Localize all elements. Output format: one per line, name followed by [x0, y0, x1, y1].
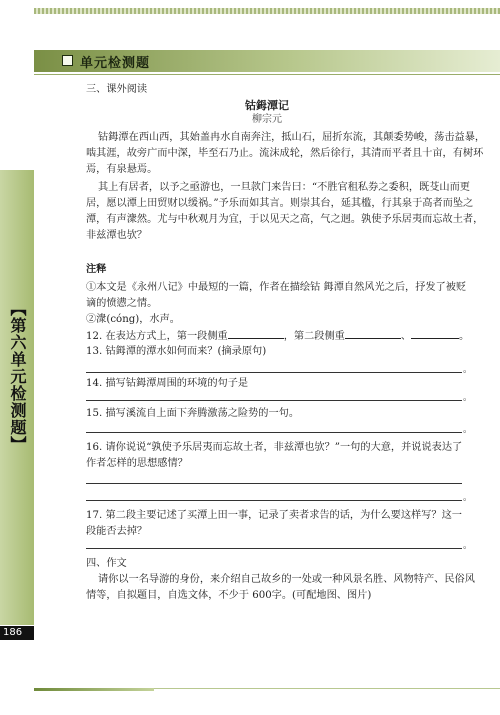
- section4-line: 情等，自拟题目，自选文体，不少于 600字。(可配地图、图片): [86, 590, 372, 601]
- question-17-line: 段能否去掉？: [86, 526, 148, 537]
- answer-blank-12a[interactable]: [228, 328, 284, 339]
- answer-blank-12b[interactable]: [345, 328, 401, 339]
- passage-line: 其上有居者，以予之亟游也，一旦款门来告曰：“不胜官租私券之委积，既芟山而更: [98, 182, 470, 193]
- answer-line-13[interactable]: [86, 372, 462, 373]
- answer-line-17[interactable]: [86, 548, 462, 549]
- passage-line: 潭，有声潨然。尤与中秋观月为宜，于以见天之高，气之迥。孰使予乐居夷而忘故土者，: [86, 214, 484, 225]
- answer-line-14[interactable]: [86, 400, 462, 401]
- question-12-text-a: 12. 在表达方式上，第一段侧重: [86, 331, 228, 342]
- question-17-line: 17. 第二段主要记述了买潭上田一事，记录了卖者求告的话，为什么要这样写？这一: [86, 510, 462, 521]
- note-line: ①本文是《永州八记》中最短的一篇，作者在描绘钴 鉧潭自然风光之后，抒发了被贬: [86, 282, 467, 293]
- question-15: 15. 描写溪流自上面下奔腾激荡之险势的一句。: [86, 408, 300, 419]
- passage-author: 柳宗元: [252, 114, 282, 125]
- question-16-line: 作者怎样的思想感情？: [86, 458, 188, 469]
- answer-line-15[interactable]: [86, 432, 462, 433]
- note-line: 谪的愤懑之情。: [86, 298, 158, 309]
- passage-line: 居，愿以潭上田贸财以缓祸。”予乐而如其言。则崇其台，延其槛，行其泉于高者而坠之: [86, 198, 474, 209]
- passage-line: 焉，有泉悬焉。: [86, 164, 158, 175]
- answer-line-16[interactable]: [86, 500, 462, 501]
- passage-line: 钴鉧潭在西山西，其始盖冉水自南奔注，抵山石，屈折东流，其颠委势峻，荡击益暴，: [98, 132, 486, 143]
- section4-line: 请你以一名导游的身份，来介绍自己故乡的一处或一种风景名胜、风物特产、民俗风: [98, 574, 475, 585]
- footer-bar: [34, 688, 154, 691]
- question-14: [86, 376, 248, 391]
- question-12-text-c: 、: [400, 331, 412, 342]
- passage-line: 非兹潭也欤？: [86, 230, 148, 241]
- question-12-text-b: ，第二段侧重: [283, 331, 345, 342]
- answer-period: 。: [463, 425, 473, 435]
- answer-period: 。: [463, 393, 473, 403]
- header-rule: [34, 74, 500, 75]
- page-number: 186: [3, 627, 23, 638]
- section4-heading: 四、作文: [86, 558, 127, 569]
- note-line: ②潨(cóng)，水声。: [86, 314, 180, 325]
- answer-line-16[interactable]: [86, 483, 462, 484]
- answer-period: 。: [463, 365, 473, 375]
- question-12: [86, 328, 469, 344]
- header-stripe: [34, 8, 500, 14]
- notes-heading: 注释: [86, 263, 107, 275]
- passage-title: 钴鉧潭记: [245, 99, 289, 112]
- section3-heading: 三、课外阅读: [86, 84, 148, 95]
- question-14-text: 14. 描写钴鉧潭周围的环境的句子是: [86, 378, 249, 389]
- side-tab-label: 【第六单元检测题】: [8, 300, 27, 453]
- question-13: 13. 钴鉧潭的潭水如何而来？(摘录原句): [86, 346, 267, 357]
- answer-period: 。: [463, 493, 473, 503]
- answer-period: 。: [463, 541, 473, 551]
- header-title: 单元检测题: [80, 56, 151, 71]
- answer-blank-12c[interactable]: [411, 328, 459, 339]
- passage-line: 啮其涯，故旁广而中深，毕至石乃止。流沫成轮，然后徐行，其清而平者且十亩，有树环: [86, 148, 484, 159]
- question-12-text-d: 。: [459, 331, 470, 342]
- question-16-line: 16. 请你说说“孰使予乐居夷而忘故土者，非兹潭也欤？”一句的大意，并说说表达了: [86, 442, 463, 453]
- header-checkbox-icon: [62, 55, 73, 66]
